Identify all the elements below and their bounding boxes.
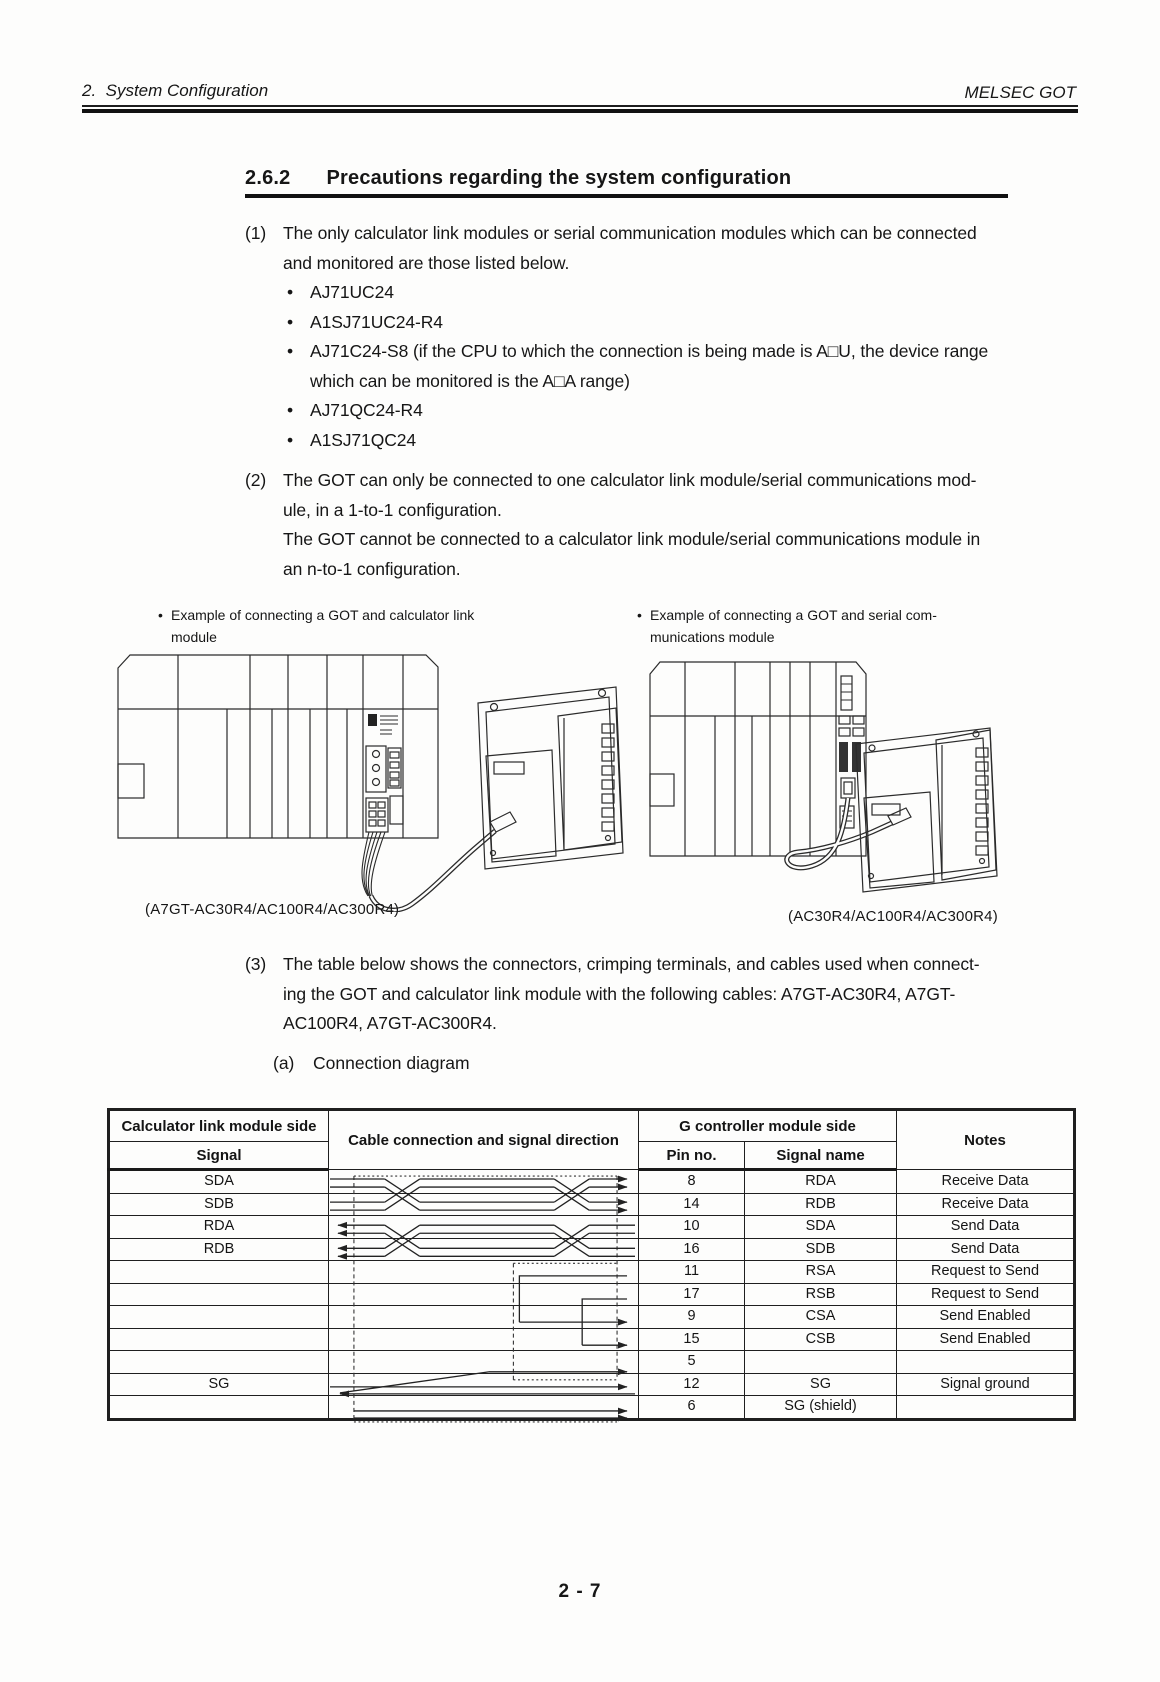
cell-pin-no: 5 — [639, 1351, 745, 1374]
cell-notes — [897, 1396, 1075, 1420]
section-title-text: Precautions regarding the system configuration — [326, 167, 792, 189]
figure-caption-right — [637, 605, 977, 648]
cell-notes: Send Data — [897, 1238, 1075, 1261]
list-label: (a) — [273, 1053, 295, 1073]
header-cable-connection: Cable connection and signal direction — [329, 1110, 639, 1170]
cell-signal-name: CSB — [745, 1328, 897, 1351]
sub-item-a — [273, 1049, 470, 1079]
cell-notes: Request to Send — [897, 1261, 1075, 1284]
cell-signal-name: CSA — [745, 1306, 897, 1329]
text-line: ule, in a 1-to-1 configuration. — [283, 499, 502, 520]
list-item — [283, 426, 1045, 456]
text-line: The only calculator link modules or serial communication modules which can be connected — [283, 223, 977, 243]
cell-pin-no: 8 — [639, 1170, 745, 1194]
cell-notes: Receive Data — [897, 1170, 1075, 1194]
cell-notes: Receive Data — [897, 1193, 1075, 1216]
list-item — [283, 278, 1045, 308]
cell-pin-no: 14 — [639, 1193, 745, 1216]
running-head-chapter: 2. System Configuration — [82, 81, 269, 100]
bullet-icon: • — [287, 341, 294, 361]
text-line: AC100R4, A7GT-AC300R4. — [283, 1013, 497, 1033]
cell-signal — [109, 1306, 329, 1329]
list-label: (2) — [245, 470, 267, 490]
text-line: The table below shows the connectors, crimping terminals, and cables used when connect- — [283, 954, 980, 974]
cell-signal: SG — [109, 1373, 329, 1396]
text-line: an n-to-1 configuration. — [283, 558, 461, 579]
caption-line: module — [171, 628, 217, 645]
page-number: 2 - 7 — [558, 1581, 602, 1602]
text-line: which can be monitored is the A□A range) — [310, 370, 630, 391]
cell-signal-name — [745, 1351, 897, 1374]
header-notes: Notes — [897, 1110, 1075, 1170]
text-line: and monitored are those listed below. — [283, 252, 570, 273]
cell-signal — [109, 1261, 329, 1284]
cell-signal-name: SDB — [745, 1238, 897, 1261]
cell-notes: Signal ground — [897, 1373, 1075, 1396]
figure-calculator-link-connection — [112, 646, 628, 912]
caption-line: Example of connecting a GOT and calculator link — [171, 607, 475, 623]
cell-notes: Send Enabled — [897, 1306, 1075, 1329]
cell-signal-name: SDA — [745, 1216, 897, 1239]
list-item — [283, 337, 1045, 367]
bullet-icon: • — [158, 607, 163, 623]
header-rule-thick — [82, 109, 1078, 113]
text-line: The GOT can only be connected to one calculator link module/serial communications mod- — [283, 470, 977, 490]
connection-table-wrap — [107, 1108, 1073, 1421]
text-line: AJ71QC24-R4 — [310, 400, 423, 420]
section-title — [245, 167, 791, 190]
header-calculator-side: Calculator link module side — [109, 1110, 329, 1142]
cell-signal-name: RSB — [745, 1283, 897, 1306]
bullet-icon: • — [287, 282, 294, 302]
list-label: (1) — [245, 223, 267, 243]
cell-pin-no: 16 — [639, 1238, 745, 1261]
paragraph-2 — [245, 466, 1045, 584]
cell-signal-name: SG (shield) — [745, 1396, 897, 1420]
section-title-rule — [245, 194, 1008, 198]
caption-line: munications module — [650, 628, 775, 645]
table-header — [109, 1110, 1075, 1170]
running-head-product: MELSEC GOT — [964, 83, 1076, 102]
sub-item-text: Connection diagram — [313, 1053, 470, 1073]
cell-signal: SDA — [109, 1170, 329, 1194]
text-line: AJ71C24-S8 (if the CPU to which the connection is being made is A□U, the device range — [310, 341, 989, 361]
cell-signal: RDA — [109, 1216, 329, 1239]
bullet-icon: • — [287, 400, 294, 420]
cell-notes — [897, 1351, 1075, 1374]
cell-signal — [109, 1396, 329, 1420]
text-line: The GOT cannot be connected to a calculator link module/serial communications module in — [283, 529, 981, 549]
text-line: AJ71UC24 — [310, 282, 394, 302]
cell-signal — [109, 1351, 329, 1374]
cell-pin-no: 6 — [639, 1396, 745, 1420]
cell-pin-no: 10 — [639, 1216, 745, 1239]
cell-notes: Request to Send — [897, 1283, 1075, 1306]
figure-serial-comm-connection — [640, 650, 1020, 900]
header-rule-thin — [82, 105, 1078, 107]
header-pin-no: Pin no. — [639, 1142, 745, 1170]
wiring-diagram — [330, 1172, 635, 1426]
cell-notes: Send Enabled — [897, 1328, 1075, 1351]
cell-pin-no: 15 — [639, 1328, 745, 1351]
caption-line: Example of connecting a GOT and serial com- — [650, 607, 937, 623]
cell-signal-name: RSA — [745, 1261, 897, 1284]
cell-pin-no: 12 — [639, 1373, 745, 1396]
cell-signal-name: RDA — [745, 1170, 897, 1194]
header-signal: Signal — [109, 1142, 329, 1170]
header-controller-side: G controller module side — [639, 1110, 897, 1142]
list-item — [283, 308, 1045, 338]
paragraph-1 — [245, 219, 1045, 455]
cell-signal: RDB — [109, 1238, 329, 1261]
paragraph-3 — [245, 950, 1045, 1039]
figure-caption-left — [158, 605, 518, 648]
list-item — [283, 396, 1045, 426]
bullet-icon: • — [287, 311, 294, 332]
cell-signal — [109, 1283, 329, 1306]
cell-signal-name: RDB — [745, 1193, 897, 1216]
cell-pin-no: 11 — [639, 1261, 745, 1284]
text-line: A1SJ71UC24-R4 — [310, 311, 443, 332]
figure-footnote-right: (AC30R4/AC100R4/AC300R4) — [788, 908, 998, 925]
module-bullet-list — [283, 278, 1045, 455]
figure-footnote-left: (A7GT-AC30R4/AC100R4/AC300R4) — [145, 901, 400, 918]
text-line: A1SJ71QC24 — [310, 429, 417, 450]
cell-pin-no: 17 — [639, 1283, 745, 1306]
cell-notes: Send Data — [897, 1216, 1075, 1239]
bullet-icon: • — [287, 429, 294, 450]
bullet-icon: • — [637, 607, 642, 623]
header-signal-name: Signal name — [745, 1142, 897, 1170]
cell-signal-name: SG — [745, 1373, 897, 1396]
cell-pin-no: 9 — [639, 1306, 745, 1329]
cell-signal — [109, 1328, 329, 1351]
list-label: (3) — [245, 954, 267, 974]
cell-signal: SDB — [109, 1193, 329, 1216]
section-number: 2.6.2 — [245, 167, 291, 189]
text-line: ing the GOT and calculator link module with the following cables: A7GT-AC30R4, A7GT- — [283, 983, 956, 1004]
